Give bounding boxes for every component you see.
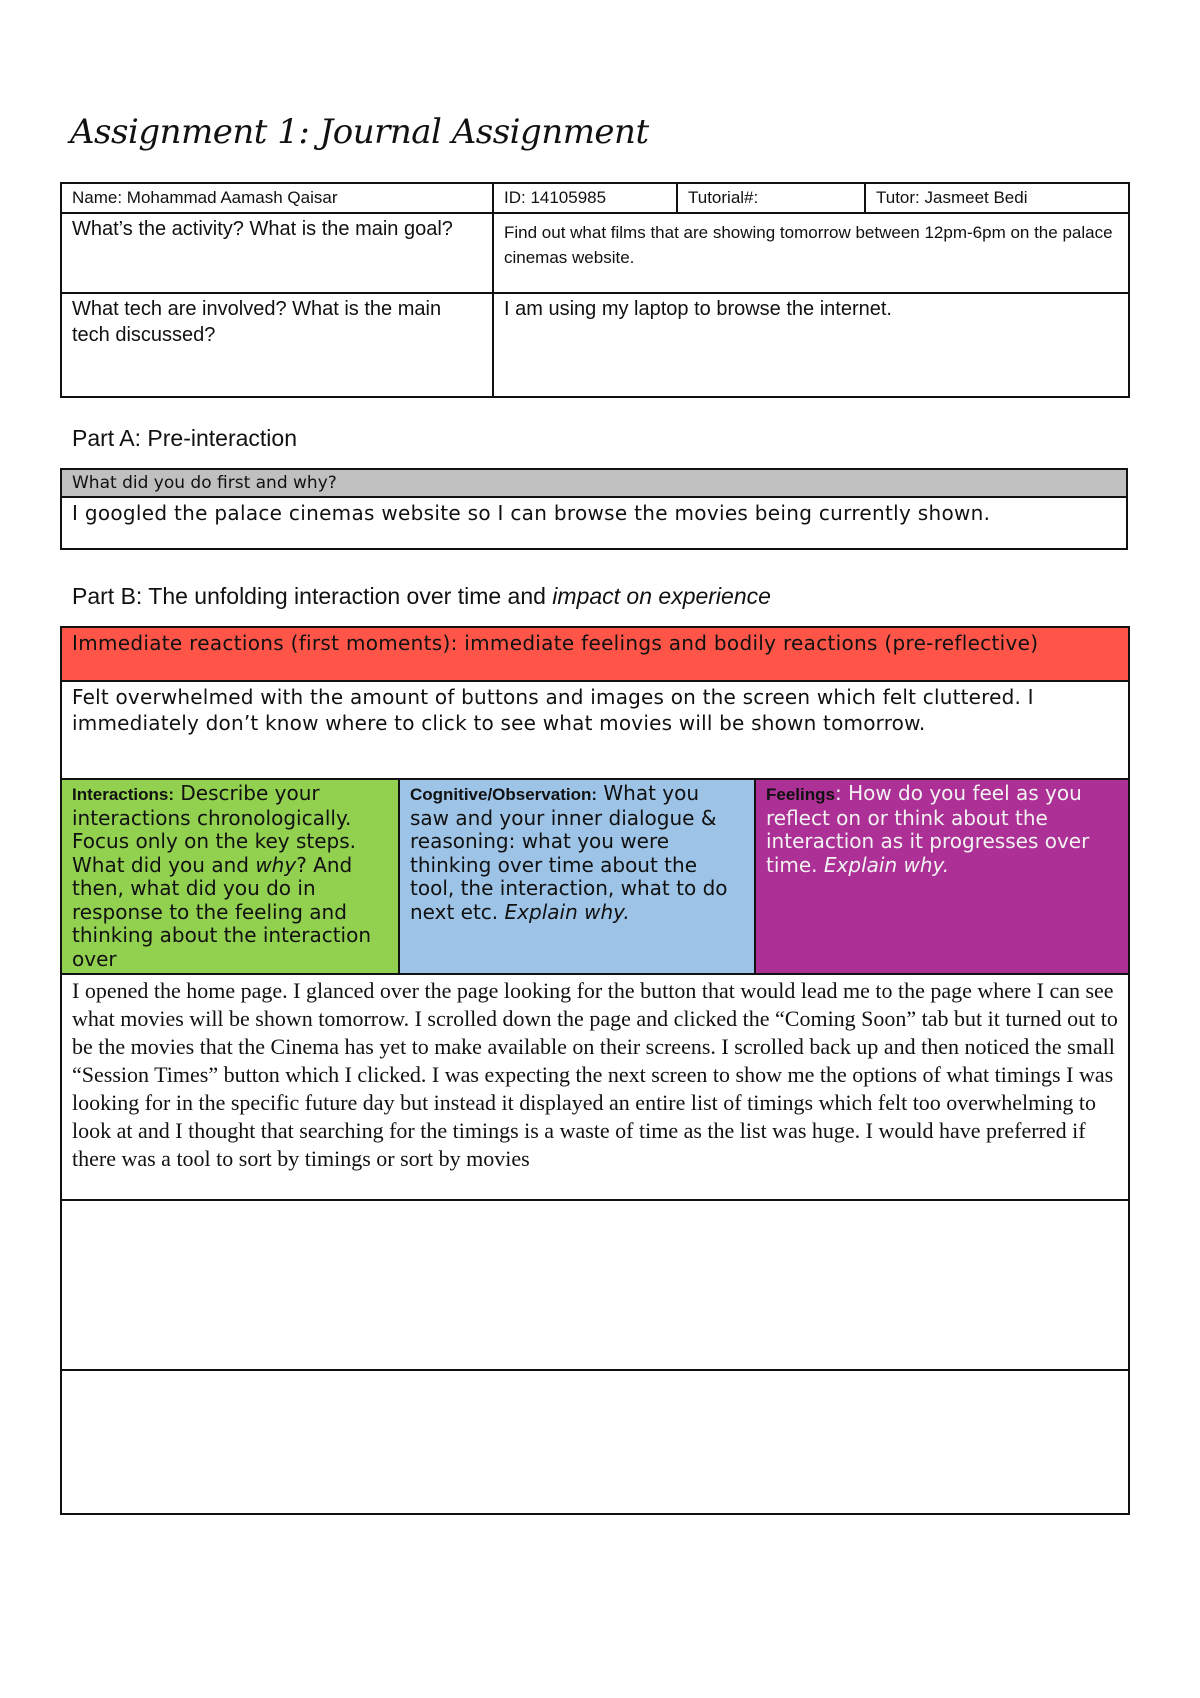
- interaction-narrative: I opened the home page. I glanced over the page looking for the button that would lead me to the page where I can see what movies will be shown tomorrow. I scrolled down the page and clicked the “Coming Soon” tab but it turned out to be the movies that the Cinema has yet to make available on their screens. I scrolled back up and then noticed the small “Session Times” button which I clicked. I was expecting the next screen to show me the options of what timings I was looking for in the specific future day but instead it displayed an entire list of timings which felt too overwhelming to look at and I thought that searching for the timings is a waste of time as the list was huge. I would have preferred if there was a tool to sort by timings or sort by movies: [61, 974, 1129, 1200]
- part-b-table: [60, 626, 1130, 1515]
- student-id: ID: 14105985: [493, 183, 677, 213]
- tutor-name: Tutor: Jasmeet Bedi: [865, 183, 1129, 213]
- interactions-text-2: ? And then, what did you do in response to the feeling and thinking about the interaction over: [72, 852, 372, 971]
- part-a-heading: Part A: Pre-interaction: [72, 425, 297, 451]
- tech-label: What tech are involved? What is the main tech discussed?: [61, 293, 493, 397]
- part-a-table: [60, 468, 1128, 550]
- part-b-heading: [72, 583, 771, 610]
- tutorial-number: Tutorial#:: [677, 183, 865, 213]
- empty-row-2: [61, 1370, 1129, 1514]
- part-b-heading-italic: impact on experience: [552, 583, 771, 609]
- immediate-reactions-answer: Felt overwhelmed with the amount of buttons and images on the screen which felt cluttered. I immediately don’t know where to click to see what movies will be shown tomorrow.: [61, 681, 1129, 779]
- part-b-heading-plain: Part B: The unfolding interaction over time and: [72, 583, 553, 609]
- interactions-italic: why: [255, 852, 297, 877]
- feelings-italic: Explain why.: [823, 852, 950, 877]
- activity-label: [61, 213, 493, 293]
- activity-label-text: What’s the activity? What is the main goal?: [72, 218, 453, 240]
- interactions-prompt: [61, 779, 399, 974]
- student-info-table: [60, 182, 1130, 398]
- part-a-question: What did you do first and why?: [61, 469, 1127, 497]
- feelings-bold: Feelings: [766, 785, 835, 804]
- cognitive-text-1: What you saw and your inner dialogue & reasoning: what you were thinking over time about the tool, the interaction, what to do next etc.: [410, 781, 728, 924]
- interactions-text-1: Describe your interactions chronologically. Focus only on the key steps. What did you and: [72, 781, 356, 877]
- student-name: Name: Mohammad Aamash Qaisar: [61, 183, 493, 213]
- cognitive-italic: Explain why.: [504, 899, 630, 924]
- feelings-text-1: : How do you feel as you reflect on or think about the interaction as it progresses over time.: [766, 781, 1090, 877]
- page-title: Assignment 1: Journal Assignment: [70, 112, 649, 152]
- interactions-bold: Interactions:: [72, 785, 175, 804]
- activity-answer: Find out what films that are showing tomorrow between 12pm-6pm on the palace cinemas website.: [493, 213, 1129, 293]
- feelings-prompt: [755, 779, 1129, 974]
- tech-answer: I am using my laptop to browse the internet.: [493, 293, 1129, 397]
- empty-row-1: [61, 1200, 1129, 1370]
- immediate-reactions-label: Immediate reactions (first moments): immediate feelings and bodily reactions (pre-reflective): [61, 627, 1129, 681]
- cognitive-prompt: [399, 779, 755, 974]
- cognitive-bold: Cognitive/Observation:: [410, 785, 598, 804]
- part-a-answer: I googled the palace cinemas website so I can browse the movies being currently shown.: [61, 497, 1127, 549]
